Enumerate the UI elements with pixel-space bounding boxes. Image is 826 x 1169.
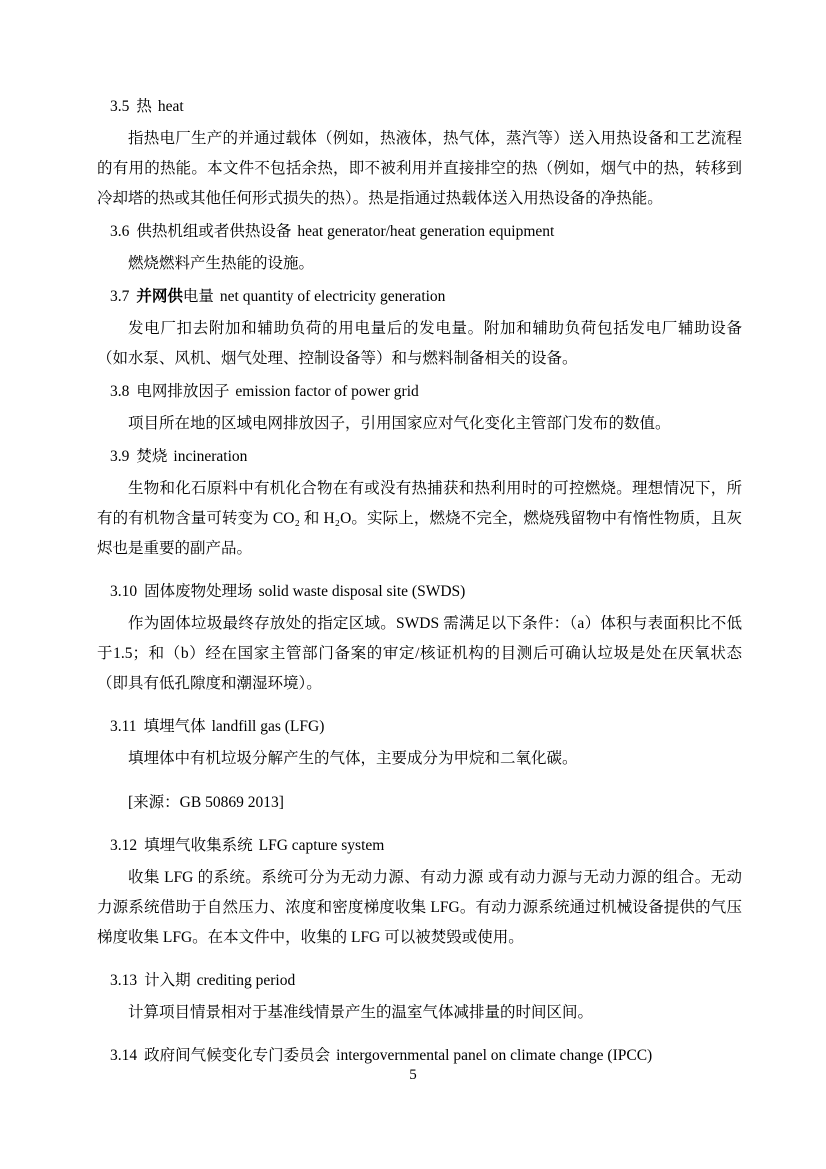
- term-zh-bold: 并网供: [136, 288, 183, 305]
- term-heading: [97, 715, 742, 738]
- definition-paragraph: 收集 LFG 的系统。系统可分为无动力源、有动力源 或有动力源与无动力源的组合。无动力源系统借助于自然压力、浓度和密度梯度收集 LFG。有动力源系统通过机械设备提供的气压梯度收集 LFG。在本文件中，收集的 LFG 可以被焚毁或使用。: [97, 869, 742, 946]
- term-number: 3.9: [110, 448, 130, 465]
- term-heading: [97, 445, 742, 468]
- definition-paragraph: 发电厂扣去附加和辅助负荷的用电量后的发电量。附加和辅助负荷包括发电厂辅助设备（如水泵、风机、烟气处理、控制设备等）和与燃料制备相关的设备。: [97, 320, 742, 367]
- term-en: intergovernmental panel on climate change (IPCC): [336, 1047, 653, 1064]
- term-heading: [97, 380, 742, 403]
- definition-paragraph: 项目所在地的区域电网排放因子，引用国家应对气化变化主管部门发布的数值。: [128, 415, 671, 432]
- term-heading: [97, 969, 742, 992]
- term-zh: 填埋气收集系统: [144, 837, 253, 854]
- definition-paragraph: 作为固体垃圾最终存放处的指定区域。SWDS 需满足以下条件：（a）体积与表面积比不低于1.5；和（b）经在国家主管部门备案的审定/核证机构的目测后可确认垃圾是处在厌氧状态（即具有低孔隙度和潮湿环境）。: [97, 615, 742, 692]
- term-en: solid waste disposal site (SWDS): [258, 583, 466, 600]
- term-zh: 焚烧: [136, 448, 168, 465]
- section-3-10: [97, 580, 742, 699]
- page-number: 5: [409, 1067, 417, 1083]
- term-zh: 政府间气候变化专门委员会: [144, 1047, 331, 1064]
- term-en: landfill gas (LFG): [211, 718, 325, 735]
- term-en: heat generator/heat generation equipment: [297, 223, 555, 240]
- term-number: 3.14: [110, 1047, 138, 1064]
- term-number: 3.10: [110, 583, 138, 600]
- term-en: incineration: [173, 448, 248, 465]
- term-zh: 电网排放因子: [136, 383, 230, 400]
- section-3-5: [97, 95, 742, 214]
- source-reference: [来源：GB 50869 2013]: [128, 794, 284, 811]
- term-heading: [97, 285, 742, 308]
- section-3-6: [97, 220, 742, 279]
- term-zh: 计入期: [144, 972, 191, 989]
- term-number: 3.13: [110, 972, 138, 989]
- term-heading: [97, 834, 742, 857]
- term-zh: 电量: [182, 288, 214, 305]
- section-3-11: [97, 715, 742, 818]
- definition-paragraph: 生物和化石原料中有机化合物在有或没有热捕获和热利用时的可控燃烧。理想情况下，所有的有机物含量可转变为 CO₂ 和 H₂O。实际上，燃烧不完全，燃烧残留物中有惰性物质，且灰烬也是重要的副产品。: [97, 480, 742, 557]
- term-en: heat: [157, 98, 184, 115]
- definition-paragraph: 燃烧燃料产生热能的设施。: [128, 255, 315, 272]
- section-3-7: [97, 285, 742, 374]
- term-heading: [97, 95, 742, 118]
- term-heading: [97, 220, 742, 243]
- term-heading: [97, 580, 742, 603]
- term-zh: 填埋气体: [143, 718, 206, 735]
- term-zh: 供热机组或者供热设备: [136, 223, 292, 240]
- section-3-8: [97, 380, 742, 439]
- term-number: 3.7: [110, 288, 130, 305]
- definition-paragraph: 指热电厂生产的并通过载体（例如，热液体，热气体，蒸汽等）送入用热设备和工艺流程的有用的热能。本文件不包括余热，即不被利用并直接排空的热（例如，烟气中的热，转移到冷却塔的热或其他任何形式损失的热）。热是指通过热载体送入用热设备的净热能。: [97, 130, 742, 207]
- term-number: 3.12: [110, 837, 138, 854]
- term-number: 3.5: [110, 98, 130, 115]
- term-en: emission factor of power grid: [235, 383, 419, 400]
- definition-paragraph: 计算项目情景相对于基准线情景产生的温室气体减排量的时间区间。: [128, 1004, 594, 1021]
- term-en: LFG capture system: [258, 837, 385, 854]
- term-en: net quantity of electricity generation: [219, 288, 446, 305]
- section-3-13: [97, 969, 742, 1028]
- document-content: [97, 95, 742, 1073]
- term-number: 3.6: [110, 223, 130, 240]
- term-zh: 固体废物处理场: [144, 583, 253, 600]
- term-zh: 热: [136, 98, 152, 115]
- section-3-9: [97, 445, 742, 564]
- definition-paragraph: 填埋体中有机垃圾分解产生的气体，主要成分为甲烷和二氧化碳。: [128, 750, 578, 767]
- term-en: crediting period: [196, 972, 296, 989]
- section-3-12: [97, 834, 742, 953]
- term-number: 3.11: [110, 718, 137, 735]
- term-number: 3.8: [110, 383, 130, 400]
